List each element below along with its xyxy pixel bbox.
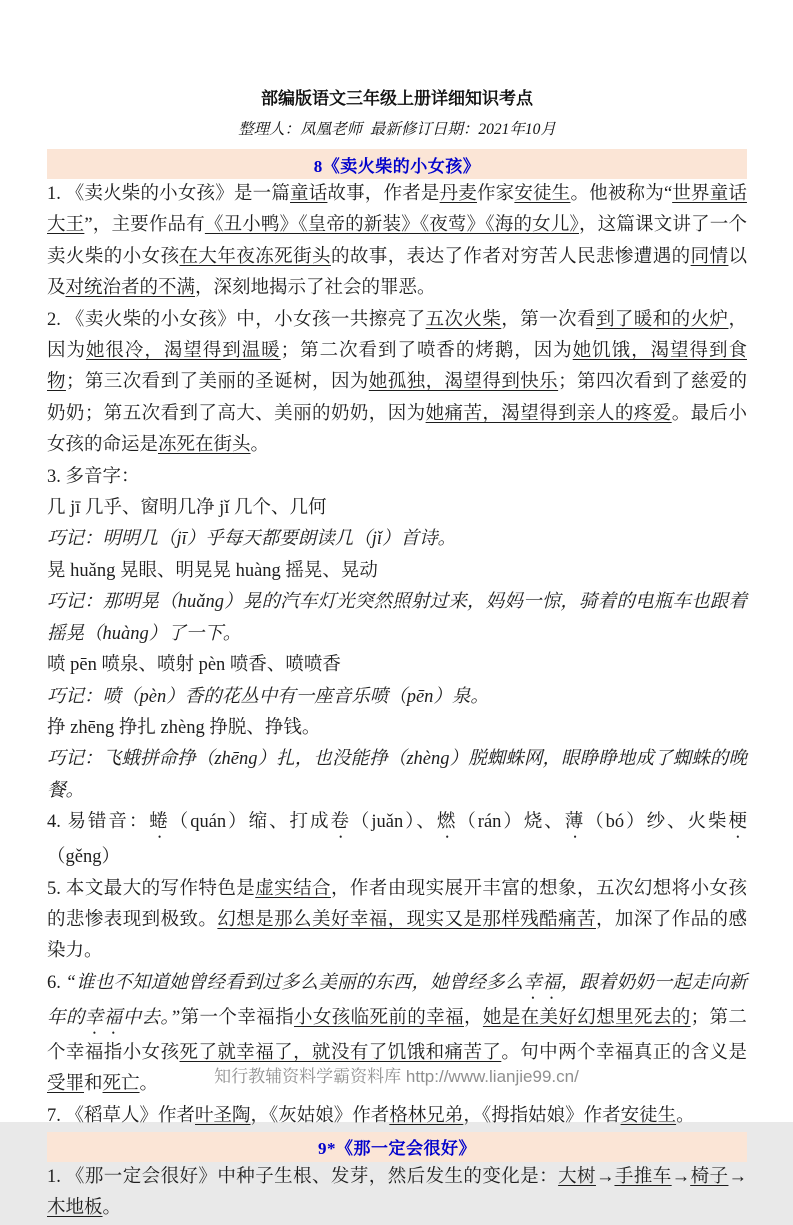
underlined-text: 冻死在街头 bbox=[158, 435, 251, 456]
underlined-text: 她是在美好幻想里死去的 bbox=[482, 1007, 691, 1028]
underlined-text: 虚实结合 bbox=[255, 878, 331, 899]
paragraph bbox=[47, 524, 747, 555]
dot-emphasis-text: 蜷 bbox=[149, 812, 170, 833]
text-run: 挣 zhēng 挣扎 zhèng 挣脱、挣钱。 bbox=[47, 717, 321, 738]
text-run: ，《灰姑娘》作者 bbox=[250, 1105, 390, 1126]
dot-emphasis-text: 燃 bbox=[436, 812, 458, 833]
text-run: 3. 多音字： bbox=[47, 466, 140, 487]
text-run: 巧记：喷（pèn）香的花丛中有一座音乐喷（pēn）泉。 bbox=[47, 686, 489, 707]
text-run: 作家 bbox=[476, 184, 515, 204]
text-run: → bbox=[671, 1166, 691, 1187]
paragraph bbox=[47, 807, 747, 873]
section-heading: 8《卖火柴的小女孩》 bbox=[313, 156, 481, 176]
text-run: 。 bbox=[250, 435, 270, 456]
underlined-text: 在大年夜冻死街头 bbox=[179, 246, 331, 267]
section-heading-band bbox=[47, 1132, 747, 1162]
text-run: 。 bbox=[676, 1105, 695, 1126]
paragraph bbox=[47, 587, 747, 650]
section-heading-band bbox=[47, 149, 747, 179]
text-run: 。句中两个幸福真正的含义是 bbox=[501, 1042, 747, 1063]
text-run: 5. 本文最大的写作特色是 bbox=[47, 878, 256, 899]
text-run: （rán）烧、 bbox=[457, 812, 565, 833]
text-run: 第一个幸福指 bbox=[180, 1007, 294, 1028]
underlined-text: 受罪 bbox=[47, 1074, 85, 1095]
paragraph bbox=[47, 682, 747, 713]
text-run: 2. 《卖火柴的小女孩》中，小女孩一共擦亮了 bbox=[47, 309, 426, 330]
text-run: （quán）缩、打成 bbox=[169, 812, 331, 833]
text-run: ，这篇课文讲了一个卖火柴的小女孩 bbox=[47, 215, 747, 267]
underlined-text: 对统治者的不满 bbox=[65, 278, 196, 299]
text-run: 巧记：那明晃（huǎng）晃的汽车灯光突然照射过来，妈妈一惊，骑着的电瓶车也跟着摇晃（huàng）了一下。 bbox=[47, 592, 747, 644]
text-run: 喷 pēn 喷泉、喷射 pèn 喷香、喷喷香 bbox=[47, 655, 341, 676]
text-run: ，深刻地揭示了社会的罪恶。 bbox=[195, 278, 436, 299]
paragraph bbox=[47, 874, 747, 968]
underlined-text: 她痛苦，渴望得到亲人的疼爱 bbox=[425, 403, 672, 424]
underlined-text: 手推车 bbox=[614, 1166, 672, 1187]
text-run: ， bbox=[463, 1007, 483, 1028]
underlined-text: 小女孩临死前的幸福 bbox=[293, 1007, 464, 1028]
paragraph bbox=[47, 744, 747, 807]
text-run: 。 bbox=[139, 1074, 159, 1095]
underlined-text: 幻想是那么美好幸福，现实又是那样残酷痛苦 bbox=[217, 909, 596, 930]
text-run: 故事，作者是 bbox=[327, 184, 440, 204]
text-run: ”，主要作品有 bbox=[84, 215, 205, 236]
text-run: 和 bbox=[84, 1074, 103, 1095]
text-run: （juǎn）、 bbox=[350, 812, 437, 833]
paragraph bbox=[47, 556, 747, 587]
document-content bbox=[47, 86, 747, 1225]
text-run: 4. 易错音： bbox=[47, 812, 150, 833]
page-title: 部编版语文三年级上册详细知识考点 bbox=[261, 89, 533, 108]
underlined-text: 她很冷，渴望得到温暖 bbox=[85, 341, 281, 362]
text-run: 1. 《卖火柴的小女孩》是一篇 bbox=[47, 184, 291, 204]
underlined-text: 叶圣陶 bbox=[195, 1105, 251, 1126]
underlined-text: 到了暖和的火炉 bbox=[595, 309, 729, 330]
paragraph bbox=[47, 1162, 747, 1225]
text-run: ，第一次看 bbox=[501, 309, 596, 330]
underlined-text: 世界童话大王 bbox=[47, 184, 747, 236]
dot-emphasis-text: 梗 bbox=[728, 812, 747, 833]
underlined-text: 安徒生 bbox=[514, 184, 571, 204]
underlined-text: 死亡 bbox=[102, 1074, 140, 1095]
text-run: ，因为 bbox=[47, 309, 747, 362]
text-run: 。 bbox=[102, 1198, 122, 1219]
dot-emphasis-text: 薄 bbox=[564, 812, 586, 833]
text-run: → bbox=[728, 1166, 747, 1187]
underlined-text: 格林兄弟 bbox=[389, 1105, 464, 1126]
underlined-text: 五次火柴 bbox=[425, 309, 502, 330]
underlined-text: 她饥饿，渴望得到食物 bbox=[47, 341, 747, 393]
text-run: 以及 bbox=[47, 246, 747, 299]
text-run: 巧记：飞蛾拼命挣（zhēng）扎，也没能挣（zhèng）脱蜘蛛网，眼睁睁地成了蜘蛛的晚餐。 bbox=[47, 749, 747, 801]
paragraph bbox=[47, 713, 747, 744]
text-run: ；第二个幸福指小女孩 bbox=[47, 1007, 747, 1063]
text-run: ；第三次看到了美丽的圣诞树，因为 bbox=[65, 372, 369, 393]
underlined-text: 椅子 bbox=[690, 1166, 729, 1187]
paragraph bbox=[47, 1101, 747, 1132]
text-run: 7. 《稻草人》作者 bbox=[47, 1105, 196, 1126]
underlined-text: 《丑小鸭》《皇帝的新装》《夜莺》《海的女儿》 bbox=[204, 215, 579, 236]
text-run: ，跟着奶奶一起走向新年的 bbox=[47, 972, 747, 1028]
dot-emphasis-text: 卷 bbox=[330, 812, 351, 833]
text-run: 晃 huǎng 晃眼、明晃晃 huàng 摇晃、晃动 bbox=[47, 560, 378, 581]
text-run: 1. 《那一定会很好》中种子生根、发芽，然后发生的变化是： bbox=[47, 1166, 559, 1187]
text-run: ，加深了作品的感染力。 bbox=[47, 909, 747, 962]
paragraph bbox=[47, 462, 747, 493]
underlined-text: 童话 bbox=[290, 184, 328, 204]
text-run: 中去。” bbox=[122, 1007, 181, 1028]
text-run: 几 jī 几乎、窗明几净 jǐ 几个、几何 bbox=[47, 498, 327, 519]
page-subtitle: 整理人：凤凰老师 最新修订日期：2021年10月 bbox=[238, 121, 556, 138]
text-run: 巧记：明明几（jī）乎每天都要朗读几（jǐ）首诗。 bbox=[47, 529, 457, 550]
section-heading: 9*《那一定会很好》 bbox=[318, 1139, 476, 1159]
text-run: （gěng） bbox=[47, 847, 120, 868]
paragraph bbox=[47, 179, 747, 305]
text-run: ；第四次看到了慈爱的奶奶；第五次看到了高大、美丽的奶奶，因为 bbox=[47, 372, 747, 424]
text-run: 。最后小女孩的命运是 bbox=[47, 403, 747, 456]
dot-emphasis-text: 幸福 bbox=[523, 972, 561, 993]
text-run: 。他被称为“ bbox=[570, 184, 673, 204]
underlined-text: 同情 bbox=[690, 246, 729, 267]
text-run: ，《拇指姑娘》作者 bbox=[463, 1105, 621, 1126]
text-run: ；第二次看到了喷香的烤鹅，因为 bbox=[280, 341, 573, 362]
dot-emphasis-text: 幸福 bbox=[84, 1007, 123, 1028]
text-run: “谁也不知道她曾经看到过多么美丽的东西，她曾经多么 bbox=[65, 972, 524, 993]
underlined-text: 她孤独，渴望得到快乐 bbox=[368, 372, 559, 393]
text-run: （bó）纱、火柴 bbox=[585, 812, 729, 833]
text-run: ，作者由现实展开丰富的想象，五次幻想将小女孩的悲惨表现到极致。 bbox=[47, 878, 747, 930]
underlined-text: 安徒生 bbox=[620, 1105, 677, 1126]
footer-watermark: 知行教辅资料学霸资料库 http://www.lianjie99.cn/ bbox=[214, 1067, 579, 1086]
underlined-text: 丹麦 bbox=[439, 184, 477, 204]
paragraph bbox=[47, 493, 747, 524]
text-run: → bbox=[595, 1166, 615, 1187]
underlined-text: 死了就幸福了，就没有了饥饿和痛苦了 bbox=[179, 1042, 502, 1063]
text-run: 6. bbox=[47, 972, 66, 993]
paragraph bbox=[47, 650, 747, 681]
text-run: 的故事，表达了作者对穷苦人民悲惨遭遇的 bbox=[330, 246, 691, 267]
underlined-text: 大树 bbox=[558, 1166, 596, 1187]
paragraph bbox=[47, 305, 747, 462]
underlined-text: 木地板 bbox=[47, 1198, 103, 1219]
